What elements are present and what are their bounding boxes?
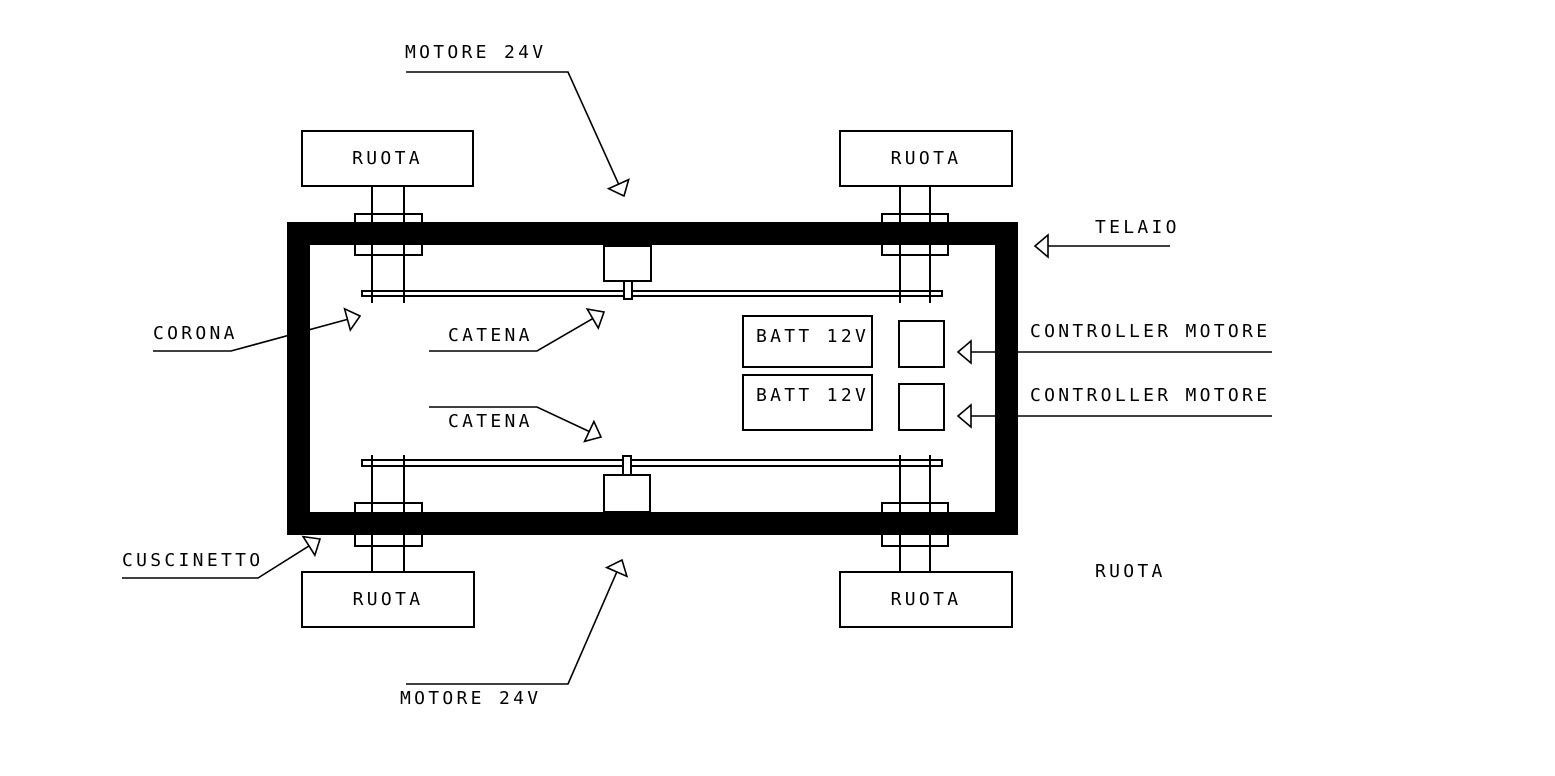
controller-box-top [898, 320, 945, 368]
battery-box-top [742, 315, 873, 368]
controller-box-bottom [898, 383, 945, 431]
motor-top [603, 245, 652, 282]
callout-catena-bottom: CATENA [448, 411, 533, 432]
chain-rail-top [361, 290, 943, 297]
callout-controller-bottom: CONTROLLER MOTORE [1030, 385, 1271, 406]
bearing-bottom-left [354, 502, 423, 547]
leader-cuscinetto-arrowhead-icon [303, 537, 320, 556]
callout-ruota-note: RUOTA [1095, 561, 1166, 582]
callout-cuscinetto: CUSCINETTO [122, 550, 264, 571]
wheel-label-bottom-left: RUOTA [352, 589, 424, 610]
callout-catena-top: CATENA [448, 325, 533, 346]
bearing-top-right [881, 213, 949, 256]
wheel-box-top-right [839, 130, 1013, 187]
wheel-box-top-left [301, 130, 474, 187]
wheel-label-top-left: RUOTA [352, 148, 423, 169]
bearing-bottom-right [881, 502, 949, 547]
motor-pinion-bottom [622, 455, 632, 476]
callout-telaio: TELAIO [1095, 217, 1180, 238]
leader-motor-bottom-arrowhead-icon [607, 560, 627, 576]
chain-rail-bottom [361, 459, 943, 467]
wheel-box-bottom-left [301, 571, 475, 628]
wheel-label-bottom-right: RUOTA [890, 589, 962, 610]
battery-label-top: BATT 12V [756, 326, 870, 347]
motor-bottom [603, 474, 651, 513]
callout-motor-top: MOTORE 24V [405, 42, 547, 63]
motor-pinion-top [623, 280, 633, 300]
battery-box-bottom [742, 374, 873, 431]
wheel-box-bottom-right [839, 571, 1013, 628]
callout-motor-bottom: MOTORE 24V [400, 688, 542, 709]
bearing-top-left [354, 213, 423, 256]
wheel-label-top-right: RUOTA [890, 148, 962, 169]
battery-label-bottom: BATT 12V [756, 385, 870, 406]
leader-motor-top-arrowhead-icon [609, 180, 629, 196]
callout-controller-top: CONTROLLER MOTORE [1030, 321, 1271, 342]
callout-corona: CORONA [153, 323, 238, 344]
leader-telaio-arrowhead-icon [1035, 235, 1048, 257]
